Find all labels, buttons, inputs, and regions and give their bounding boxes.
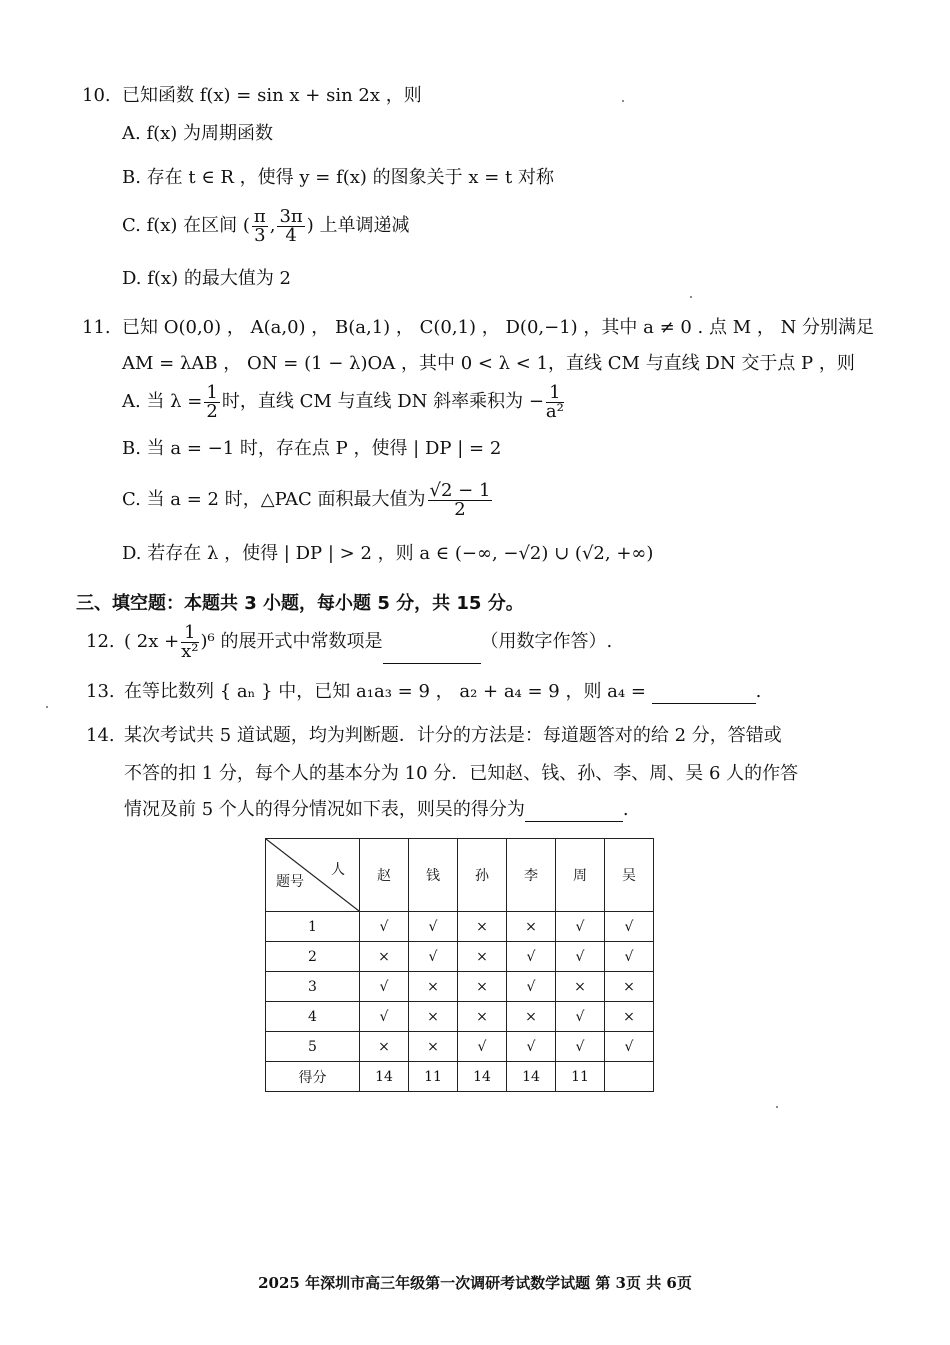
- score-cell: 11: [556, 1062, 605, 1092]
- answer-cell: ×: [458, 1002, 507, 1032]
- q10-c-frac2-num: 3π: [279, 205, 303, 227]
- score-cell: 14: [458, 1062, 507, 1092]
- answer-cell: ×: [458, 972, 507, 1002]
- scan-speck: [776, 1106, 778, 1108]
- q13-text-line: [124, 680, 761, 704]
- row-question-number: 4: [266, 1002, 360, 1032]
- answer-cell: ×: [409, 1002, 458, 1032]
- table-row: [266, 1002, 654, 1032]
- header-person-qian: 钱: [409, 839, 458, 912]
- q13-tail: .: [755, 681, 762, 702]
- q14-tail: .: [622, 799, 629, 820]
- table-row: [266, 972, 654, 1002]
- q11-a-frac2-den: a²: [545, 400, 564, 422]
- section-3-heading: 三、填空题：本题共 3 小题，每小题 5 分，共 15 分。: [76, 593, 524, 614]
- q11-option-c: [122, 478, 494, 522]
- q12-frac-num: 1: [181, 624, 198, 643]
- answer-cell: √: [458, 1032, 507, 1062]
- q11-a-frac1-den: 2: [206, 400, 218, 422]
- score-label: 得分: [266, 1062, 360, 1092]
- header-person-wu: 吴: [605, 839, 654, 912]
- q11-c-frac-num: √2 − 1: [429, 479, 491, 501]
- q10-option-c-prefix: C. f(x) 在区间 (: [122, 215, 250, 236]
- q11-c-frac-den: 2: [454, 498, 466, 520]
- header-person-sun: 孙: [458, 839, 507, 912]
- table-row: [266, 1032, 654, 1062]
- table-score-row: [266, 1062, 654, 1092]
- q11-option-b: B. 当 a = −1 时，存在点 P ，使得 | DP | = 2: [122, 438, 502, 459]
- answer-cell: √: [360, 1002, 409, 1032]
- answer-cell: ×: [507, 1002, 556, 1032]
- header-person-zhou: 周: [556, 839, 605, 912]
- q10-option-c-suffix: ) 上单调递减: [306, 215, 410, 236]
- q11-option-a-middle: 时，直线 CM 与直线 DN 斜率乘积为 −: [221, 391, 544, 412]
- answer-cell: ×: [556, 972, 605, 1002]
- scan-speck: [622, 100, 624, 102]
- q14-line1: 某次考试共 5 道试题，均为判断题．计分的方法是：每道题答对的给 2 分，答错或: [124, 725, 782, 746]
- table-row: [266, 942, 654, 972]
- corner-question-label: 题号: [276, 874, 304, 890]
- answer-cell: ×: [605, 972, 654, 1002]
- score-cell: 14: [507, 1062, 556, 1092]
- q11-option-a-prefix: A. 当 λ =: [122, 391, 203, 412]
- q10-option-c: C. f(x) 在区间 ( $\frac{\pi}{3}$ , $\frac{3\pi}{4}$ ) 上单调递减: [122, 205, 410, 246]
- answer-cell: √: [605, 1032, 654, 1062]
- q11-a-fraction-lambda: [204, 381, 219, 422]
- q14-line3-wrap: [124, 798, 629, 822]
- scan-speck: [46, 706, 48, 708]
- q14-number: 14.: [86, 725, 115, 746]
- q10-c-frac1-num: π: [253, 205, 266, 227]
- q11-option-a: [122, 382, 566, 422]
- q10-c-fraction-1: [252, 205, 268, 246]
- scan-speck: [690, 296, 692, 298]
- q11-a-frac1-num: 1: [206, 381, 218, 403]
- answer-cell: √: [556, 942, 605, 972]
- q10-option-d: D. f(x) 的最大值为 2: [122, 268, 291, 289]
- answer-cell: ×: [409, 1032, 458, 1062]
- page-footer: 2025 年深圳市高三年级第一次调研考试数学试题 第 3页 共 6页: [258, 1274, 692, 1292]
- answer-cell: √: [409, 942, 458, 972]
- score-cell: 11: [409, 1062, 458, 1092]
- q13-answer-blank[interactable]: [652, 685, 756, 704]
- q13-number: 13.: [86, 681, 115, 702]
- corner-person-label: 人: [331, 862, 345, 878]
- row-question-number: 5: [266, 1032, 360, 1062]
- q10-number: 10.: [82, 85, 111, 106]
- answer-cell: √: [507, 972, 556, 1002]
- answer-cell: √: [409, 912, 458, 942]
- answer-cell: ×: [507, 912, 556, 942]
- q11-option-d: D. 若存在 λ ，使得 | DP | > 2 ，则 a ∈ (−∞, −√2) ∪ (√2, +∞): [122, 543, 654, 564]
- answer-cell: √: [360, 912, 409, 942]
- table-row: [266, 912, 654, 942]
- q14-line2: 不答的扣 1 分，每个人的基本分为 10 分．已知赵、钱、孙、李、周、吴 6 人的作答: [124, 763, 799, 784]
- q11-c-fraction: [428, 479, 493, 520]
- row-question-number: 3: [266, 972, 360, 1002]
- q12-postfix: )⁶ 的展开式中常数项是: [200, 631, 383, 652]
- q11-stem-line2: AM = λAB ， ON = (1 − λ)OA ，其中 0 < λ < 1，直线 CM 与直线 DN 交于点 P ，则: [122, 353, 855, 374]
- q10-stem: 已知函数 f(x) = sin x + sin 2x ，则: [122, 85, 422, 106]
- score-cell: 14: [360, 1062, 409, 1092]
- q10-c-frac1-den: 3: [254, 224, 266, 246]
- q10-c-frac2-den: 4: [285, 224, 297, 246]
- answer-cell: √: [507, 1032, 556, 1062]
- answer-cell: √: [605, 942, 654, 972]
- q11-stem-line1: 已知 O(0,0) ， A(a,0) ， B(a,1) ， C(0,1) ， D(0,−1) ，其中 a ≠ 0 . 点 M ， N 分别满足: [122, 317, 875, 338]
- table-corner-cell: [266, 839, 360, 912]
- answer-cell: ×: [409, 972, 458, 1002]
- q12-text: [124, 620, 612, 664]
- q12-prefix: ( 2x +: [124, 631, 180, 652]
- q11-number: 11.: [82, 317, 111, 338]
- answer-cell: ×: [605, 1002, 654, 1032]
- q13-text: 在等比数列 { aₙ } 中，已知 a₁a₃ = 9 ， a₂ + a₄ = 9 ，则 a₄ =: [124, 681, 646, 702]
- q12-number: 12.: [86, 631, 115, 652]
- header-person-li: 李: [507, 839, 556, 912]
- answer-cell: √: [360, 972, 409, 1002]
- score-cell-wu-empty: [605, 1062, 654, 1092]
- answer-cell: √: [556, 912, 605, 942]
- answer-cell: ×: [360, 942, 409, 972]
- q11-a-frac2-num: 1: [546, 384, 564, 403]
- header-person-zhao: 赵: [360, 839, 409, 912]
- answer-cell: √: [556, 1002, 605, 1032]
- q11-a-fraction-slope: [545, 381, 564, 422]
- answer-cell: ×: [360, 1032, 409, 1062]
- q11-option-c-prefix: C. 当 a = 2 时，△PAC 面积最大值为: [122, 489, 426, 510]
- row-question-number: 2: [266, 942, 360, 972]
- answer-cell: ×: [458, 912, 507, 942]
- answer-cell: √: [605, 912, 654, 942]
- answer-score-table: [265, 838, 654, 1092]
- q10-option-a: A. f(x) 为周期函数: [122, 123, 274, 144]
- q14-line3: 情况及前 5 个人的得分情况如下表，则吴的得分为: [124, 799, 525, 820]
- q12-answer-blank[interactable]: [383, 645, 481, 664]
- q10-option-b: B. 存在 t ∈ R ，使得 y = f(x) 的图象关于 x = t 对称: [122, 167, 555, 188]
- q10-c-fraction-2: [277, 205, 304, 246]
- q14-answer-blank[interactable]: [525, 803, 623, 822]
- table-header-row: [266, 839, 654, 912]
- q12-frac-den: x²: [181, 640, 199, 662]
- answer-cell: √: [556, 1032, 605, 1062]
- q12-tail: （用数字作答）.: [480, 631, 613, 652]
- row-question-number: 1: [266, 912, 360, 942]
- q12-fraction: [181, 621, 199, 662]
- answer-cell: ×: [458, 942, 507, 972]
- answer-cell: √: [507, 942, 556, 972]
